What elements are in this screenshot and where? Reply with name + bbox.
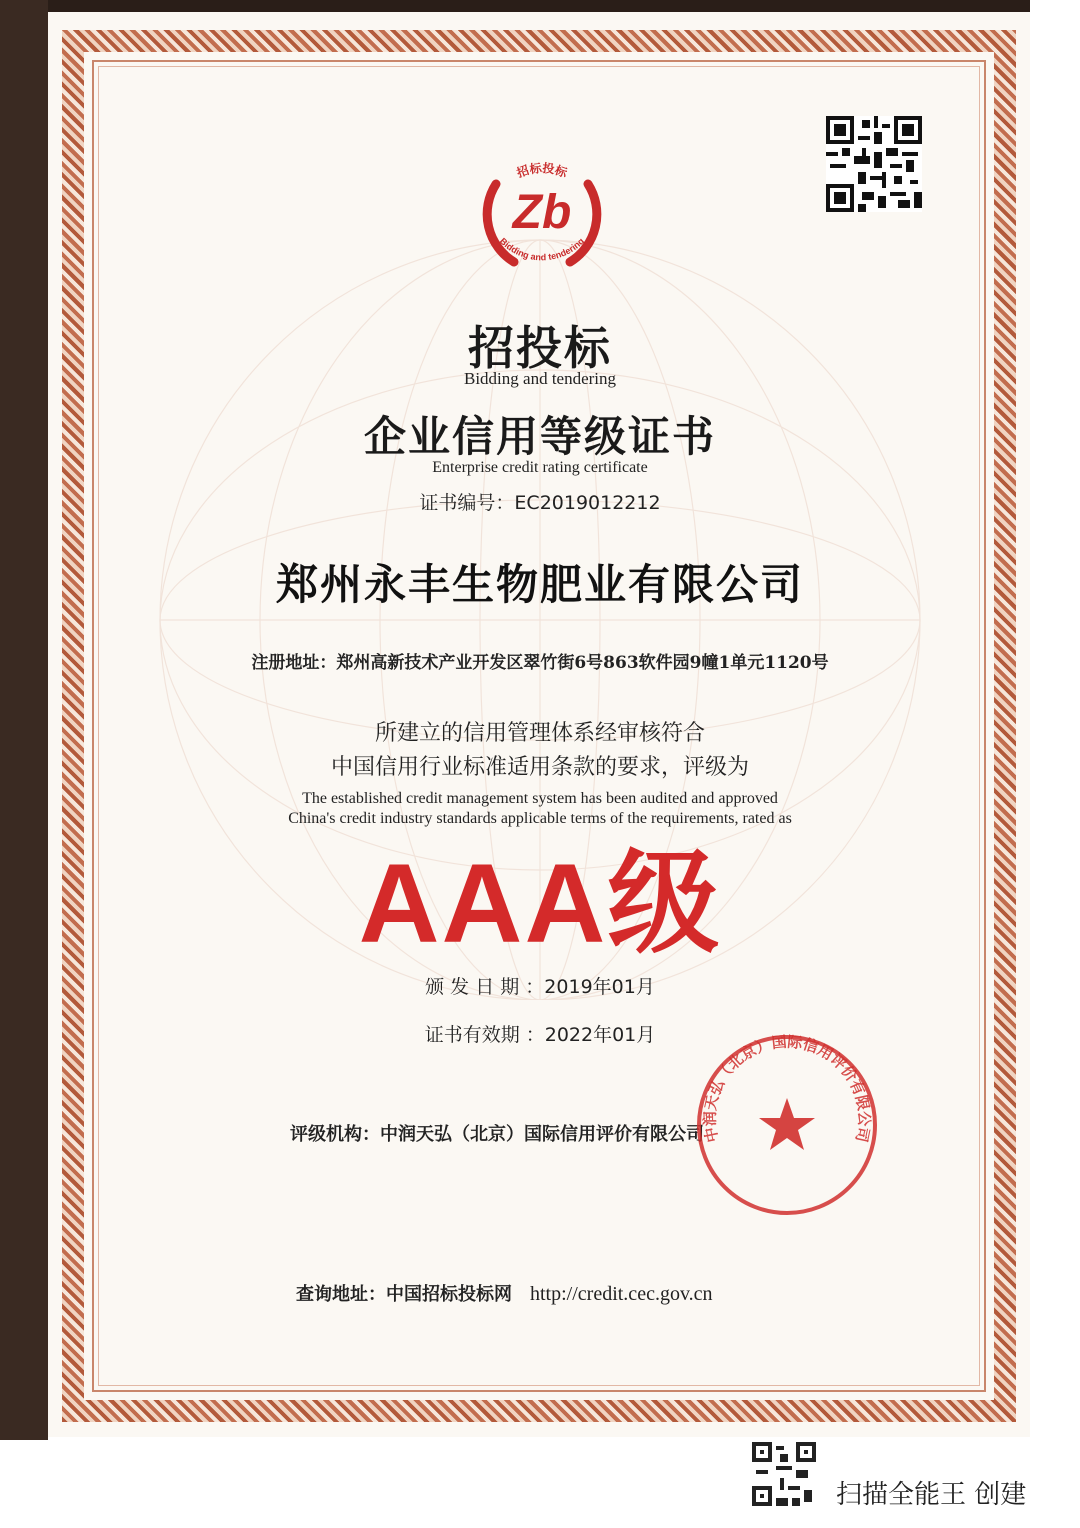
certificate-number: 证书编号：EC2019012212 — [419, 492, 661, 514]
scanner-qr-icon — [752, 1442, 816, 1506]
statement-en-line-2: China's credit industry standards applicable terms of the requirements, rated as — [288, 810, 792, 827]
scanner-app-label: 扫描全能王 创建 — [836, 1480, 1027, 1510]
official-seal-stamp — [692, 1030, 882, 1220]
query-address — [296, 1280, 713, 1306]
credit-grade: AAA级 — [358, 841, 722, 966]
registered-address: 注册地址：郑州高新技术产业开发区翠竹街6号863软件园9幢1单元1120号 — [251, 653, 829, 673]
title-cn: 招投标 — [468, 321, 612, 375]
certificate-name-cn: 企业信用等级证书 — [363, 412, 716, 461]
valid-until-date: 证书有效期 ：2022年01月 — [424, 1024, 656, 1046]
company-name: 郑州永丰生物肥业有限公司 — [275, 560, 804, 609]
svg-text:招标投标 — [514, 160, 571, 181]
qr-code-icon — [826, 116, 922, 212]
zb-logo — [462, 140, 622, 280]
query-url: http://credit.cec.gov.cn — [530, 1283, 713, 1305]
seal-text: 中润天弘（北京）国际信用评价有限公司 — [700, 1032, 874, 1144]
logo-letters: Zb — [512, 186, 572, 239]
issue-date: 颁 发 日 期 ：2019年01月 — [425, 976, 655, 998]
query-label: 查询地址：中国招标投标网 — [296, 1284, 512, 1305]
logo-arc-bottom: Bidding and tendering — [497, 235, 587, 263]
logo-arc-top: 招标投标 — [514, 161, 570, 181]
rating-organization: 评级机构：中润天弘（北京）国际信用评价有限公司 — [290, 1124, 704, 1145]
statement-cn-line-2: 中国信用行业标准适用条款的要求，评级为 — [330, 755, 749, 780]
certificate-name-en: Enterprise credit rating certificate — [432, 459, 648, 476]
title-en: Bidding and tendering — [463, 369, 617, 388]
star-icon — [759, 1098, 815, 1150]
photo-background-top — [0, 0, 1030, 12]
statement-en-line-1: The established credit management system has been audited and approved — [302, 790, 778, 807]
statement-cn-line-1: 所建立的信用管理体系经审核符合 — [374, 721, 705, 746]
